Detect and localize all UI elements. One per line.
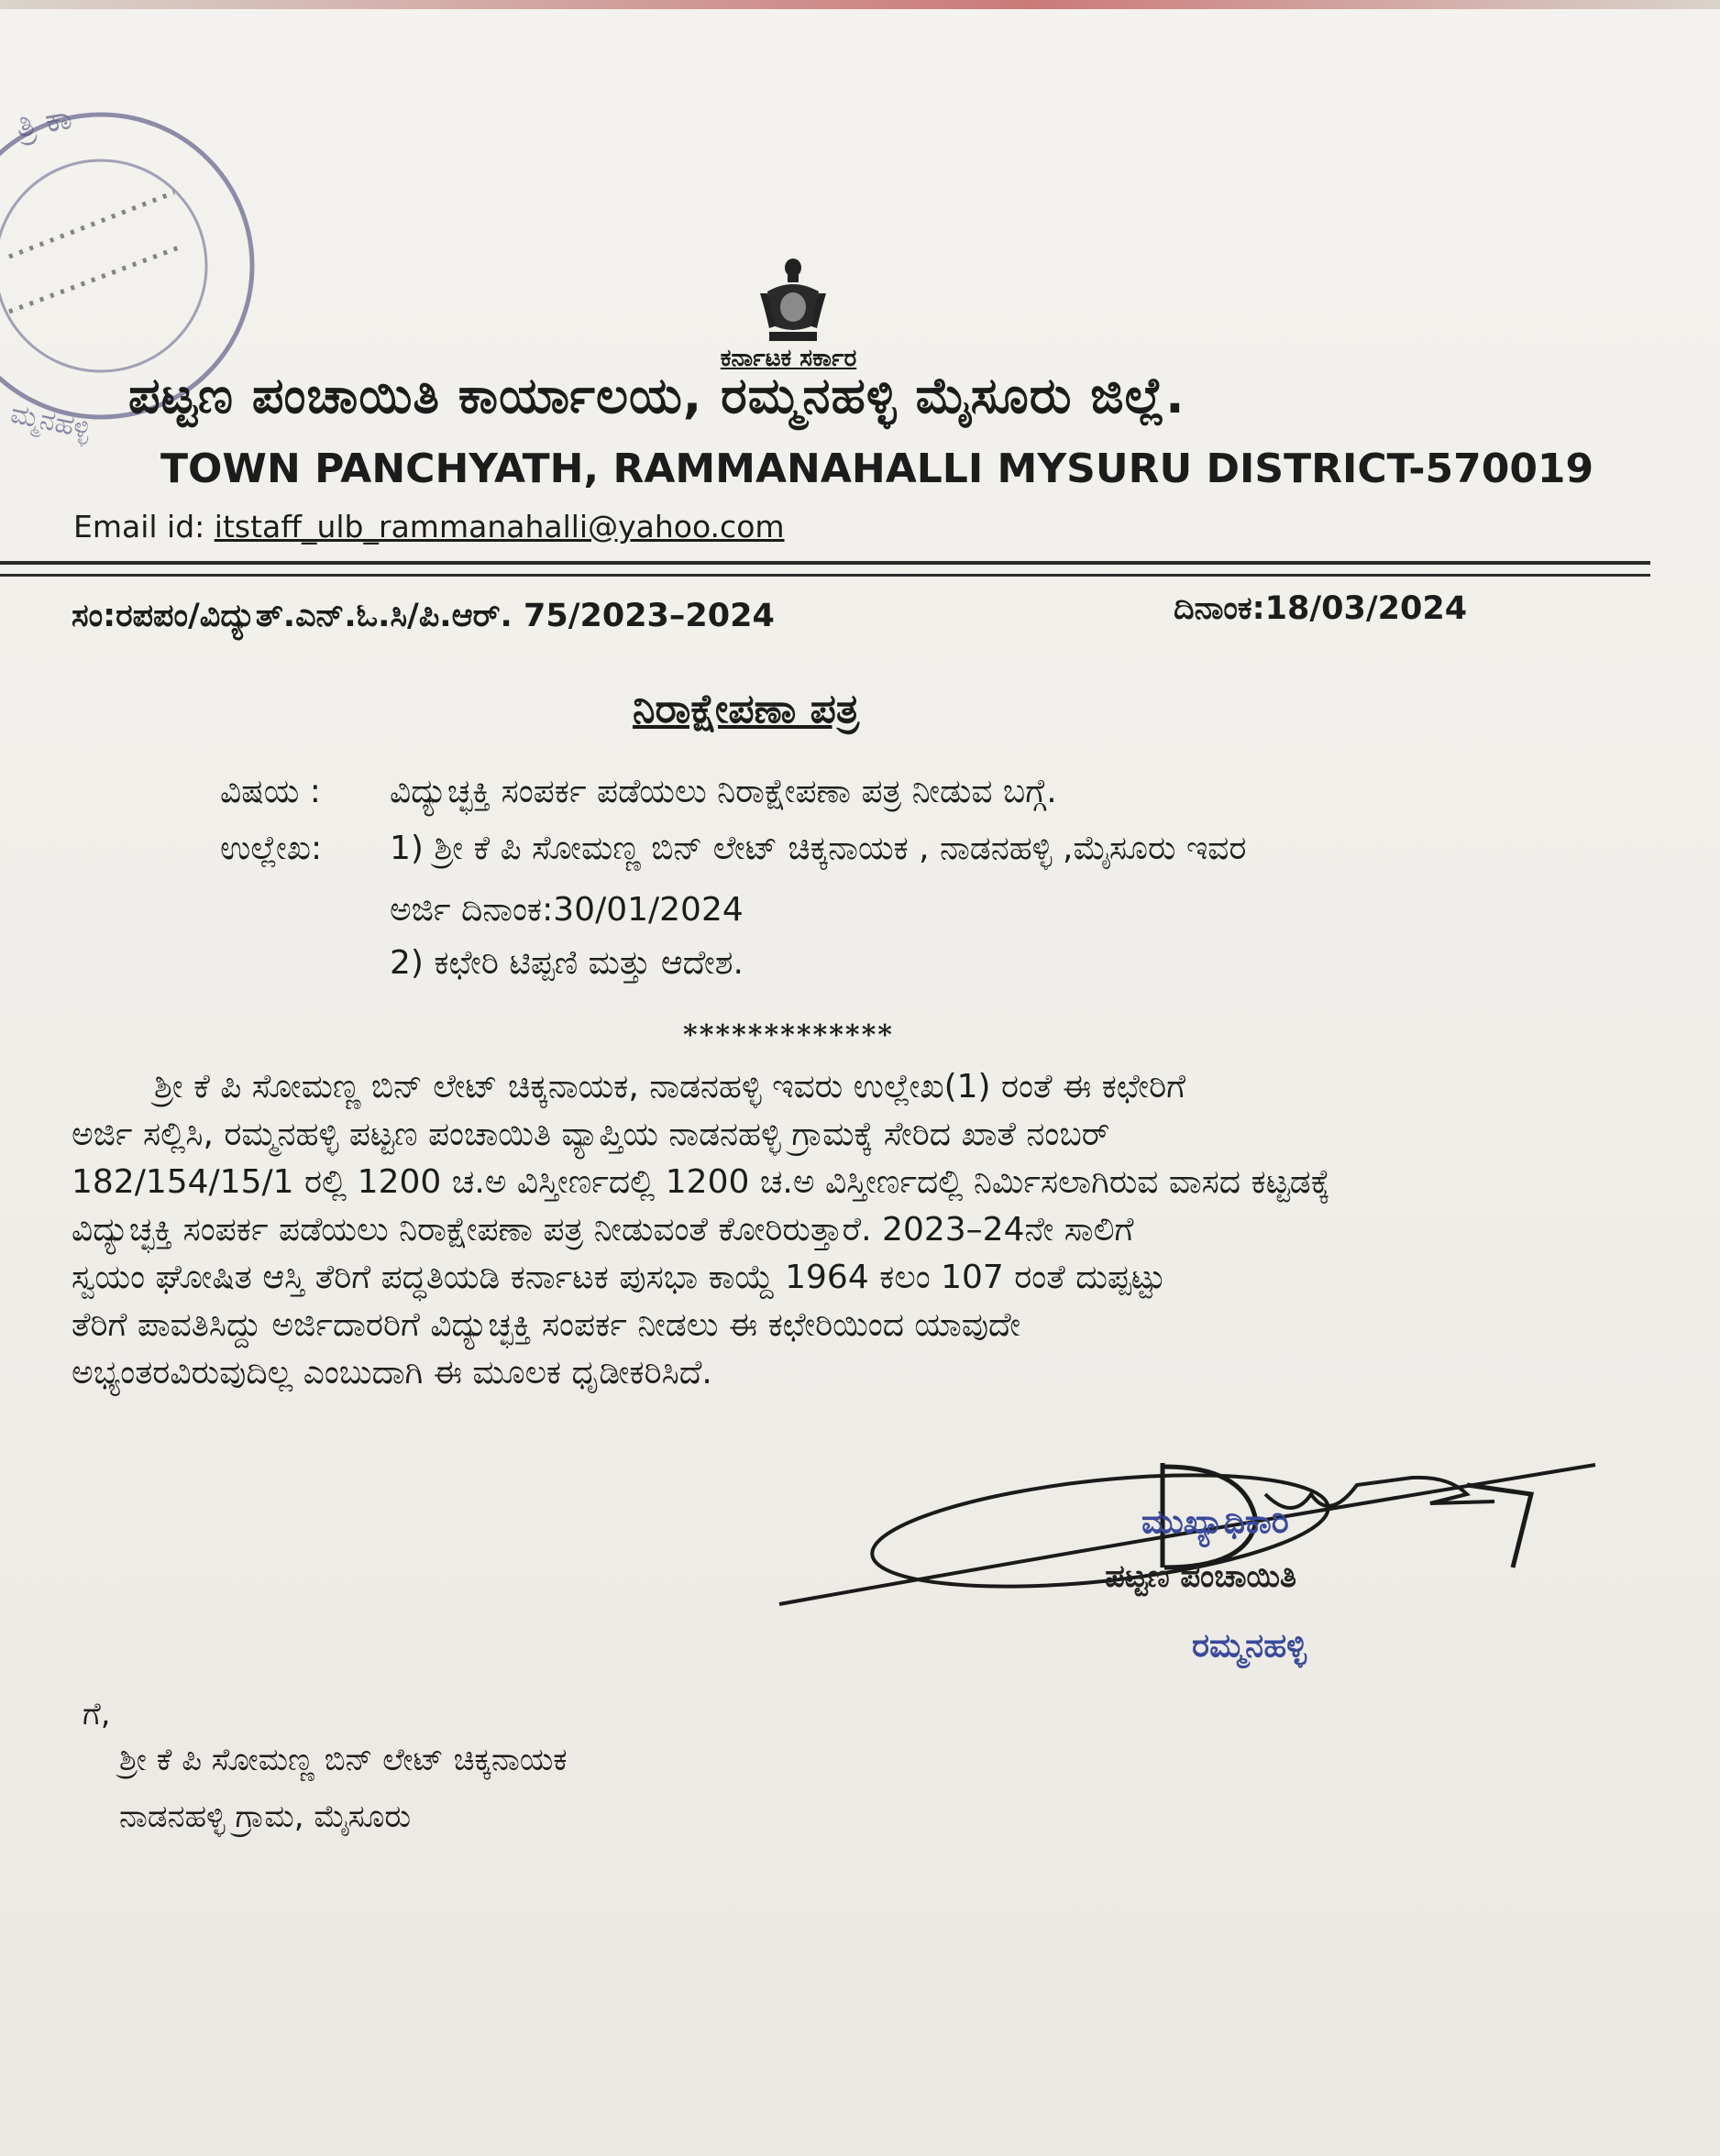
- email-line: [73, 509, 785, 544]
- signatory-designation: ಮುಖ್ಯಾಧಿಕಾರಿ: [1141, 1503, 1289, 1541]
- office-name-kannada: ಪಟ್ಟಣ ಪಂಚಾಯಿತಿ ಕಾರ್ಯಾಲಯ, ರಮ್ಮನಹಳ್ಳಿ ಮೈಸೂರು ಜಿಲ್ಲೆ.: [128, 367, 1185, 424]
- subject-text: ವಿದ್ಯುಚ್ಛಕ್ತಿ ಸಂಪರ್ಕ ಪಡೆಯಲು ನಿರಾಕ್ಷೇಪಣಾ ಪತ್ರ ನೀಡುವ ಬಗ್ಗೆ.: [390, 773, 1057, 810]
- body-line: ಸ್ವಯಂ ಘೋಷಿತ ಆಸ್ತಿ ತೆರಿಗೆ ಪದ್ಧತಿಯಡಿ ಕರ್ನಾಟಕ ಪುಸಭಾ ಕಾಯ್ದೆ 1964 ಕಲಂ 107 ರಂತೆ ದುಪ್ಪಟ್ಟು: [72, 1259, 1166, 1296]
- email-label: Email id:: [73, 509, 205, 544]
- email-address-link[interactable]: itstaff_ulb_rammanahalli@yahoo.com: [214, 509, 785, 544]
- body-line: ವಿದ್ಯುಚ್ಛಕ್ತಿ ಸಂಪರ್ಕ ಪಡೆಯಲು ನಿರಾಕ್ಷೇಪಣಾ ಪತ್ರ ನೀಡುವಂತೆ ಕೋರಿರುತ್ತಾರೆ. 2023–24ನೇ ಸಾಲಿಗೆ: [72, 1211, 1134, 1248]
- header-divider-top: [0, 561, 1650, 565]
- reference-item-2: 2) ಕಛೇರಿ ಟಿಪ್ಪಣಿ ಮತ್ತು ಆದೇಶ.: [390, 944, 744, 982]
- body-line: 182/154/15/1 ರಲ್ಲಿ 1200 ಚ.ಅ ವಿಸ್ತೀರ್ಣದಲ್ಲಿ 1200 ಚ.ಅ ವಿಸ್ತೀರ್ಣದಲ್ಲಿ ನಿರ್ಮಿಸಲಾಗಿರುವ ವಾಸದ ಕಟ್ಟಡಕ್ಕೆ: [72, 1163, 1330, 1201]
- body-line: ತೆರಿಗೆ ಪಾವತಿಸಿದ್ದು ಅರ್ಜಿದಾರರಿಗೆ ವಿದ್ಯುಚ್ಛಕ್ತಿ ಸಂಪರ್ಕ ನೀಡಲು ಈ ಕಛೇರಿಯಿಂದ ಯಾವುದೇ: [72, 1306, 1021, 1344]
- page-top-edge: [0, 0, 1720, 9]
- government-label: ಕರ್ನಾಟಕ ಸರ್ಕಾರ: [720, 345, 857, 372]
- reference-number: ಸಂ:ರಪಪಂ/ವಿದ್ಯುತ್.ಎನ್.ಓ.ಸಿ/ಪಿ.ಆರ್. 75/2023–2024: [72, 598, 775, 634]
- signatory-place: ರಮ್ಮನಹಳ್ಳಿ: [1192, 1627, 1307, 1665]
- svg-text:ಮ್ಮನಹಳ್ಳಿ: ಮ್ಮನಹಳ್ಳಿ: [7, 397, 94, 446]
- body-line: ಅಭ್ಯಂತರವಿರುವುದಿಲ್ಲ ಎಂಬುದಾಗಿ ಈ ಮೂಲಕ ಧೃಡೀಕರಿಸಿದೆ.: [72, 1354, 712, 1392]
- signatory-office: ಪಟ್ಟಣ ಪಂಚಾಯಿತಿ: [1105, 1558, 1297, 1595]
- reference-item-1: 1) ಶ್ರೀ ಕೆ ಪಿ ಸೋಮಣ್ಣ ಬಿನ್ ಲೇಟ್ ಚಿಕ್ಕನಾಯಕ , ನಾಡನಹಳ್ಳಿ ,ಮೈಸೂರು ಇವರ: [390, 830, 1247, 867]
- body-paragraph: [72, 1063, 1520, 1397]
- body-line: ಅರ್ಜಿ ಸಲ್ಲಿಸಿ, ರಮ್ಮನಹಳ್ಳಿ ಪಟ್ಟಣ ಪಂಚಾಯಿತಿ ವ್ಯಾಪ್ತಿಯ ನಾಡನಹಳ್ಳಿ ಗ್ರಾಮಕ್ಕೆ ಸೇರಿದ ಖಾತೆ ನಂಬರ್: [72, 1116, 1110, 1153]
- svg-text:ತ್ರಿ ಕಾ: ತ್ರಿ ಕಾ: [13, 98, 75, 146]
- recipient-to-label: ಗೆ,: [83, 1696, 111, 1732]
- body-line: ಶ್ರೀ ಕೆ ಪಿ ಸೋಮಣ್ಣ ಬಿನ್ ಲೇಟ್ ಚಿಕ್ಕನಾಯಕ, ನಾಡನಹಳ್ಳಿ ಇವರು ಉಲ್ಲೇಖ(1) ರಂತೆ ಈ ಕಛೇರಿಗೆ: [154, 1068, 1186, 1106]
- header-divider-bottom: [0, 574, 1650, 577]
- reference-label: ಉಲ್ಲೇಖ:: [220, 830, 323, 867]
- recipient-address: ನಾಡನಹಳ್ಳಿ ಗ್ರಾಮ, ಮೈಸೂರು: [119, 1798, 412, 1835]
- section-separator: *************: [683, 1019, 894, 1051]
- office-name-english: TOWN PANCHYATH, RAMMANAHALLI MYSURU DISTRICT-570019: [160, 446, 1594, 492]
- reference-item-1-date: ಅರ್ಜಿ ದಿನಾಂಕ:30/01/2024: [390, 891, 744, 929]
- document-title: ನಿರಾಕ್ಷೇಪಣಾ ಪತ್ರ: [633, 686, 860, 732]
- subject-label: ವಿಷಯ :: [220, 773, 321, 810]
- recipient-name: ಶ್ರೀ ಕೆ ಪಿ ಸೋಮಣ್ಣ ಬಿನ್ ಲೇಟ್ ಚಿಕ್ಕನಾಯಕ: [119, 1742, 568, 1778]
- karnataka-emblem-icon: [756, 257, 830, 348]
- letter-date: ದಿನಾಂಕ:18/03/2024: [1174, 590, 1468, 627]
